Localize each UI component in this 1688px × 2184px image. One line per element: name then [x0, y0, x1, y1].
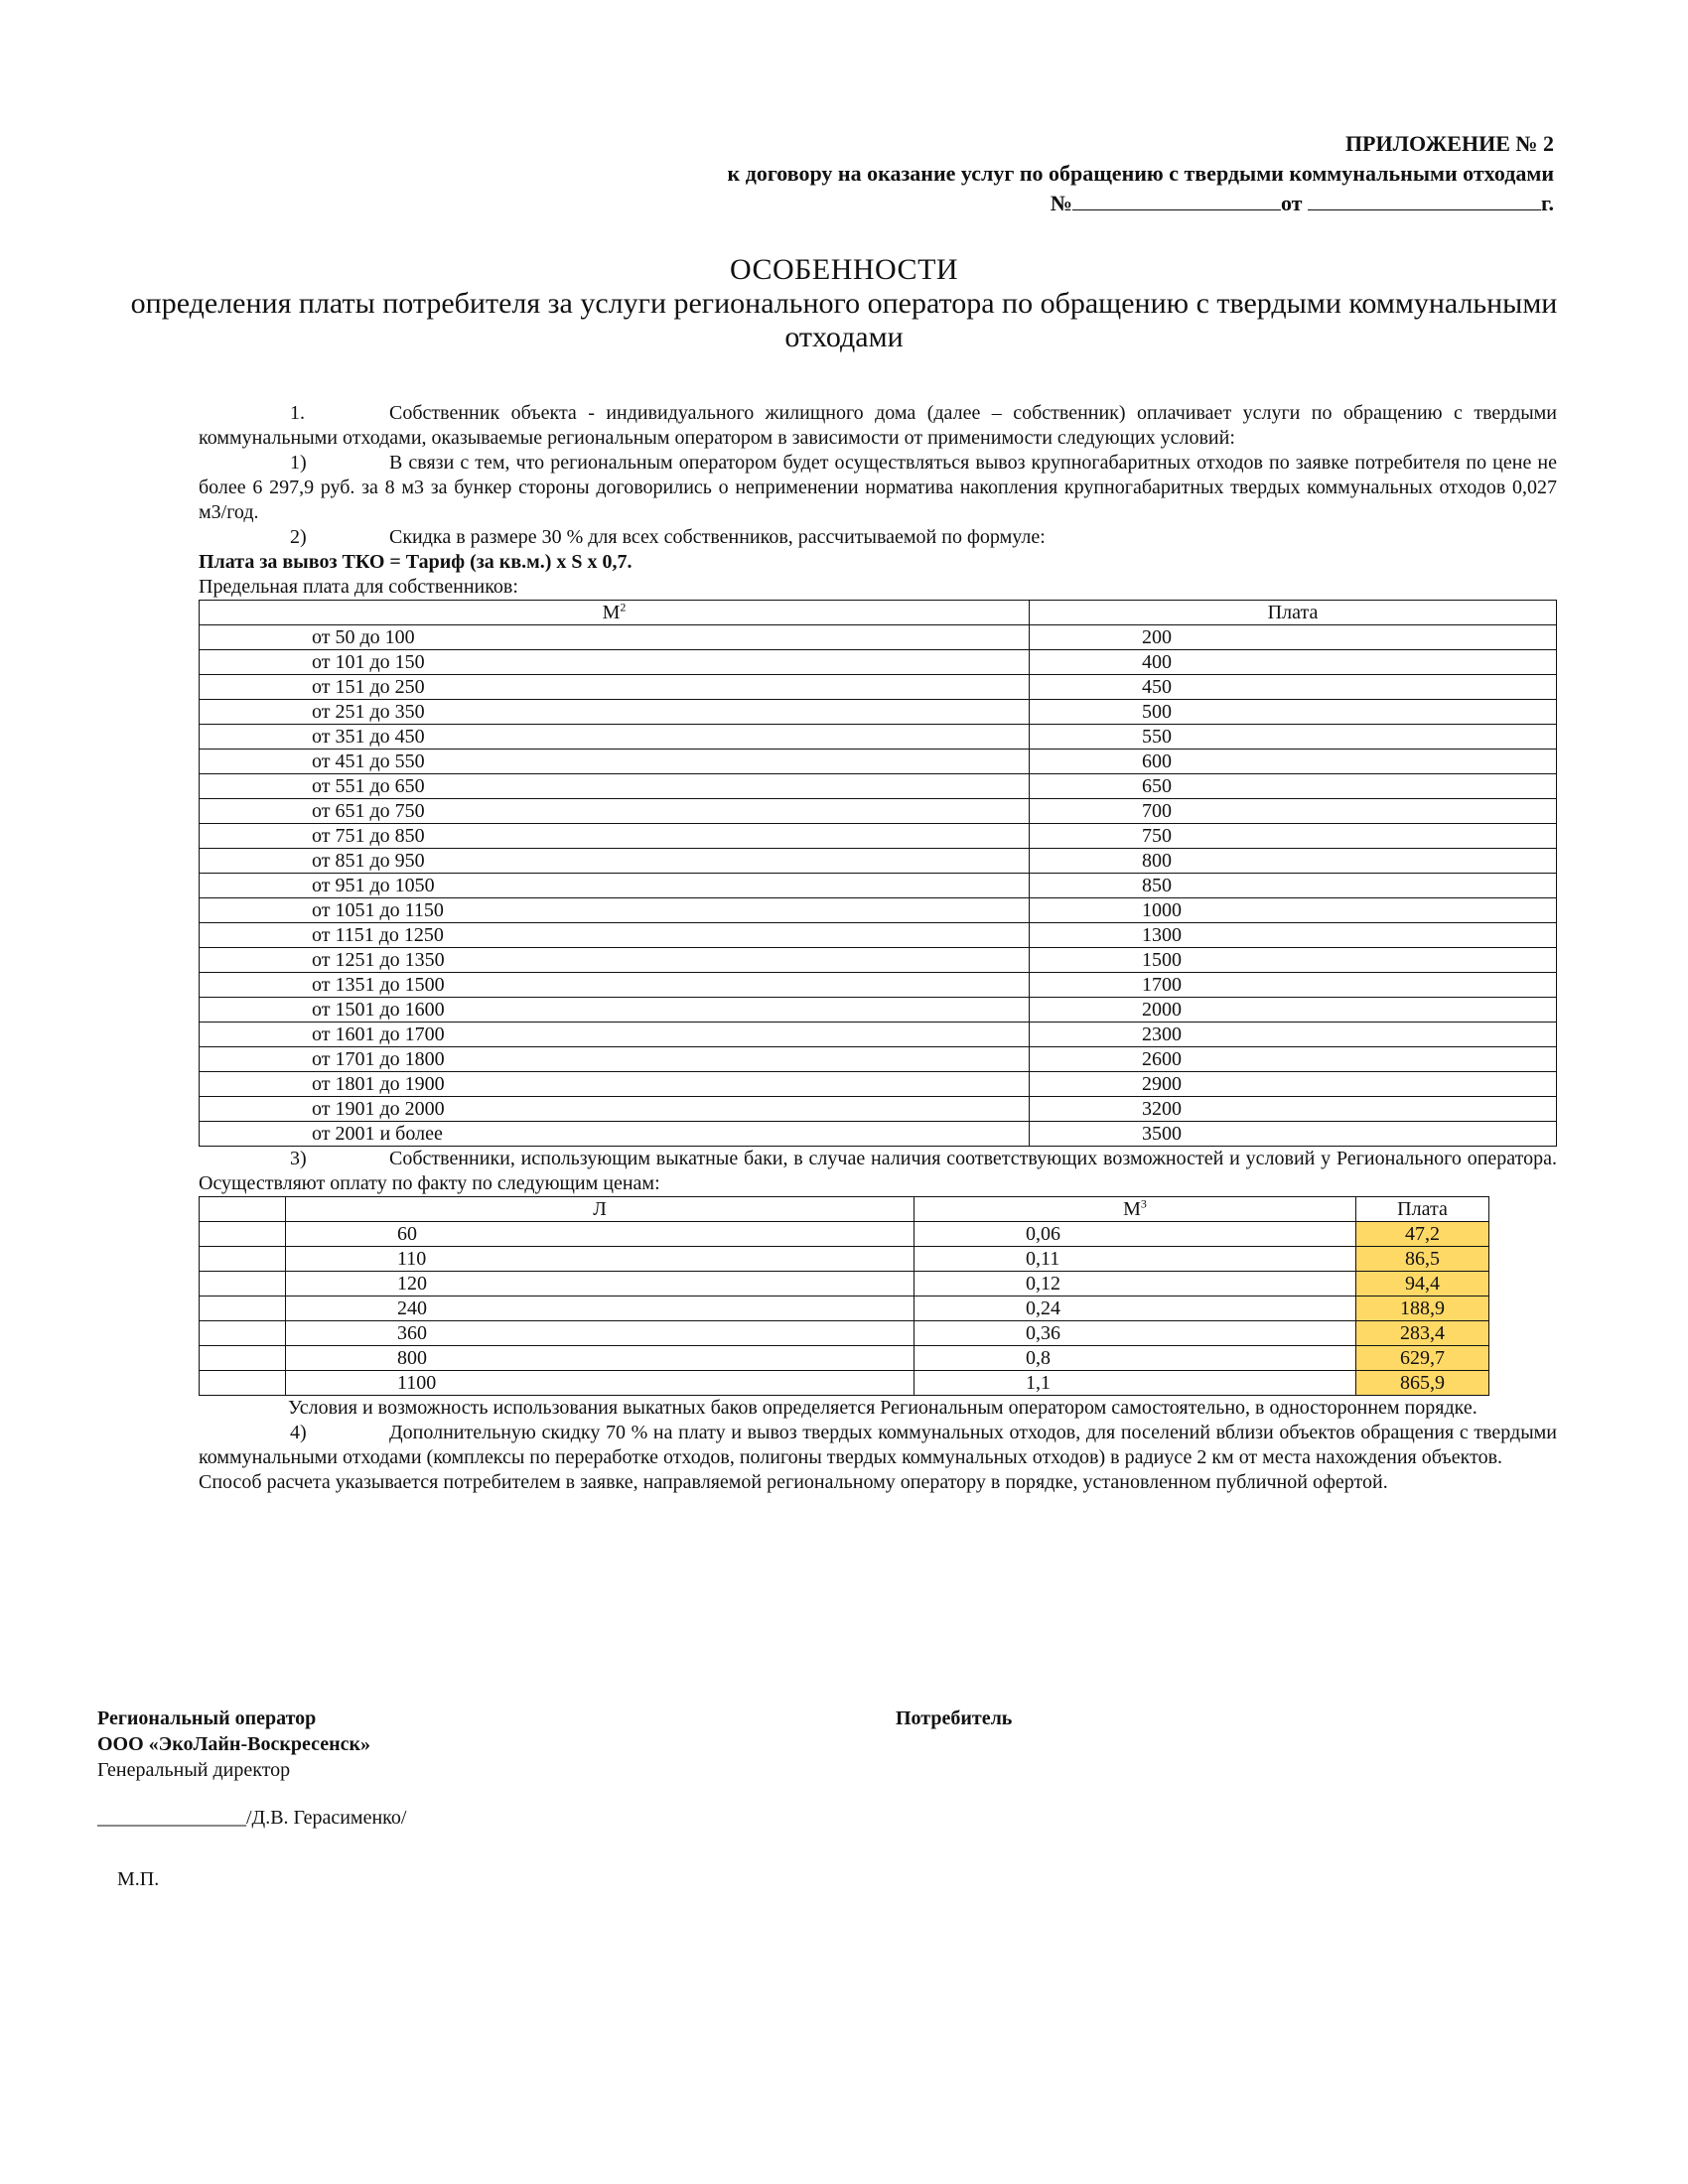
table-row: [200, 1321, 1489, 1346]
table-row: [200, 1072, 1557, 1097]
paragraph-1-text: Собственник объекта - индивидуального жилищного дома (далее – собственник) оплачивает услуги по обращению с твердыми коммунальными отходами, оказываемые региональным оператором в зависимости от применимости следующих условий:: [199, 402, 1557, 449]
area-range-cell: от 651 до 750: [200, 799, 1030, 824]
blank-cell: [200, 1321, 286, 1346]
operator-organization: ООО «ЭкоЛайн-Воскресенск»: [97, 1733, 371, 1755]
table-row: [200, 700, 1557, 725]
operator-position: Генеральный директор: [97, 1759, 291, 1781]
volume-cell: 1,1: [914, 1371, 1356, 1396]
paragraph-6-text: Дополнительную скидку 70 % на плату и вывоз твердых коммунальных отходов, для поселений вблизи объектов обращения с твердыми коммунальными отходами (комплексы по переработке отходов, полигоны твердых коммунальных отходов) в радиусе 2 км от места нахождения объектов.: [199, 1422, 1557, 1468]
payment-cell: 600: [1030, 750, 1557, 774]
area-range-cell: от 551 до 650: [200, 774, 1030, 799]
appendix-header: [728, 129, 1554, 218]
paragraph-4-text: Собственники, использующим выкатные баки, в случае наличия соответствующих возможностей и условий у Регионального оператора. Осуществляют оплату по факту по следующим ценам:: [199, 1148, 1557, 1194]
paragraph-4: [199, 1147, 1557, 1196]
area-range-cell: от 1251 до 1350: [200, 948, 1030, 973]
area-range-cell: от 951 до 1050: [200, 874, 1030, 898]
volume-column-header: $М^3$: [914, 1197, 1356, 1222]
table-row: [200, 1047, 1557, 1072]
blank-cell: [200, 1297, 286, 1321]
from-label: от: [1280, 191, 1303, 215]
table-header-row: [200, 601, 1557, 625]
year-suffix: г.: [1540, 191, 1554, 215]
bin-payment-table: [199, 1196, 1489, 1396]
table-row: [200, 1371, 1489, 1396]
blank-cell: [200, 1222, 286, 1247]
paragraph-3-number: 2): [290, 526, 307, 548]
paragraph-2: [199, 451, 1557, 525]
payment-cell: 450: [1030, 675, 1557, 700]
paragraph-1: [199, 401, 1557, 451]
consumer-signature-block: [896, 1706, 1012, 1731]
area-payment-table: [199, 600, 1557, 1147]
table-row: [200, 1097, 1557, 1122]
number-blank: [1072, 190, 1281, 210]
paragraph-5-text: Условия и возможность использования выкатных баков определяется Региональным оператором самостоятельно, в одностороннем порядке.: [288, 1397, 1477, 1419]
liters-cell: 60: [286, 1222, 914, 1247]
volume-cell: 0,8: [914, 1346, 1356, 1371]
blank-cell: [200, 1272, 286, 1297]
area-column-header: $М^2$: [200, 601, 1030, 625]
payment-cell: 550: [1030, 725, 1557, 750]
area-range-cell: от 851 до 950: [200, 849, 1030, 874]
blank-cell: [200, 1371, 286, 1396]
bin-payment-cell: 283,4: [1356, 1321, 1489, 1346]
area-range-cell: от 751 до 850: [200, 824, 1030, 849]
table-row: [200, 650, 1557, 675]
area-range-cell: от 1501 до 1600: [200, 998, 1030, 1023]
area-range-cell: от 151 до 250: [200, 675, 1030, 700]
payment-cell: 400: [1030, 650, 1557, 675]
table-row: [200, 799, 1557, 824]
area-range-cell: от 1901 до 2000: [200, 1097, 1030, 1122]
formula: Плата за вывоз ТКО = Тариф (за кв.м.) х S х 0,7.: [199, 551, 633, 573]
payment-cell: 2900: [1030, 1072, 1557, 1097]
table-row: [200, 998, 1557, 1023]
area-range-cell: от 50 до 100: [200, 625, 1030, 650]
bin-payment-cell: 629,7: [1356, 1346, 1489, 1371]
operator-signature-block: [97, 1706, 406, 1892]
volume-cell: 0,12: [914, 1272, 1356, 1297]
payment-column-header: Плата: [1030, 601, 1557, 625]
table-row: [200, 898, 1557, 923]
area-range-cell: от 101 до 150: [200, 650, 1030, 675]
payment-cell: 650: [1030, 774, 1557, 799]
liters-cell: 120: [286, 1272, 914, 1297]
area-range-cell: от 1151 до 1250: [200, 923, 1030, 948]
paragraph-6: [199, 1421, 1557, 1470]
payment-cell: 1300: [1030, 923, 1557, 948]
payment-cell: 3200: [1030, 1097, 1557, 1122]
table-row: [200, 625, 1557, 650]
table-row: [200, 824, 1557, 849]
paragraph-7: Способ расчета указывается потребителем в заявке, направляемой региональному оператору в порядке, установленном публичной офертой.: [199, 1471, 1388, 1493]
table-row: [200, 1247, 1489, 1272]
paragraph-1-number: 1.: [290, 402, 305, 424]
paragraph-3-text: Скидка в размере 30 % для всех собственников, рассчитываемой по формуле:: [389, 526, 1046, 548]
blank-cell: [200, 1346, 286, 1371]
bin-payment-cell: 47,2: [1356, 1222, 1489, 1247]
operator-signature-line: _______________/Д.В. Герасименко/: [97, 1807, 407, 1829]
document-title: [79, 253, 1609, 354]
payment-cell: 850: [1030, 874, 1557, 898]
liters-column-header: Л: [286, 1197, 914, 1222]
paragraph-2-text: В связи с тем, что региональным оператором будет осуществляться вывоз крупногабаритных отходов по заявке потребителя по цене не более 6 297,9 руб. за 8 м3 за бункер стороны договорились о неприменении норматива накопления крупногабаритных твердых коммунальных отходов 0,027 м3/год.: [199, 452, 1557, 523]
table-row: [200, 1222, 1489, 1247]
table-row: [200, 1023, 1557, 1047]
paragraph-4-number: 3): [290, 1148, 307, 1169]
blank-cell: [200, 1247, 286, 1272]
area-range-cell: от 1601 до 1700: [200, 1023, 1030, 1047]
area-range-cell: от 1351 до 1500: [200, 973, 1030, 998]
payment-cell: 200: [1030, 625, 1557, 650]
liters-cell: 110: [286, 1247, 914, 1272]
volume-cell: 0,06: [914, 1222, 1356, 1247]
liters-cell: 240: [286, 1297, 914, 1321]
table-row: [200, 750, 1557, 774]
liters-cell: 800: [286, 1346, 914, 1371]
volume-cell: 0,24: [914, 1297, 1356, 1321]
volume-cell: 0,11: [914, 1247, 1356, 1272]
number-label: №: [1050, 191, 1072, 215]
paragraph-2-number: 1): [290, 452, 307, 474]
bin-payment-cell: 188,9: [1356, 1297, 1489, 1321]
date-blank: [1308, 190, 1541, 210]
bin-payment-cell: 865,9: [1356, 1371, 1489, 1396]
payment-cell: 1000: [1030, 898, 1557, 923]
appendix-number: ПРИЛОЖЕНИЕ № 2: [1344, 131, 1554, 156]
area-range-cell: от 1801 до 1900: [200, 1072, 1030, 1097]
payment-cell: 2000: [1030, 998, 1557, 1023]
table-row: [200, 1122, 1557, 1147]
payment-cell: 500: [1030, 700, 1557, 725]
payment-cell: 1500: [1030, 948, 1557, 973]
limit-label: Предельная плата для собственников:: [199, 576, 518, 598]
table-row: [200, 849, 1557, 874]
payment-cell: 3500: [1030, 1122, 1557, 1147]
title-main: ОСОБЕННОСТИ: [729, 253, 959, 286]
operator-role: Региональный оператор: [97, 1707, 317, 1729]
paragraph-5: [199, 1396, 1557, 1421]
table-row: [200, 1297, 1489, 1321]
liters-cell: 360: [286, 1321, 914, 1346]
table-row: [200, 874, 1557, 898]
payment-cell: 2600: [1030, 1047, 1557, 1072]
title-subtitle: определения платы потребителя за услуги регионального оператора по обращению с твердыми коммунальными отходами: [130, 287, 1558, 353]
contract-number-line: [728, 189, 1554, 218]
payment-cell: 750: [1030, 824, 1557, 849]
table-header-row: [200, 1197, 1489, 1222]
area-range-cell: от 1701 до 1800: [200, 1047, 1030, 1072]
area-range-cell: от 451 до 550: [200, 750, 1030, 774]
table-row: [200, 948, 1557, 973]
document-body: [199, 401, 1557, 1495]
table-row: [200, 1272, 1489, 1297]
payment-cell: 2300: [1030, 1023, 1557, 1047]
table-row: [200, 1346, 1489, 1371]
table-row: [200, 973, 1557, 998]
volume-cell: 0,36: [914, 1321, 1356, 1346]
table-row: [200, 774, 1557, 799]
consumer-role: Потребитель: [896, 1707, 1013, 1729]
area-range-cell: от 1051 до 1150: [200, 898, 1030, 923]
area-range-cell: от 2001 и более: [200, 1122, 1030, 1147]
bin-payment-cell: 86,5: [1356, 1247, 1489, 1272]
payment-cell: 800: [1030, 849, 1557, 874]
bin-payment-column-header: Плата: [1356, 1197, 1489, 1222]
payment-cell: 700: [1030, 799, 1557, 824]
paragraph-6-number: 4): [290, 1422, 307, 1443]
paragraph-3: [199, 525, 1557, 550]
payment-cell: 1700: [1030, 973, 1557, 998]
liters-cell: 1100: [286, 1371, 914, 1396]
contract-reference: к договору на оказание услуг по обращению с твердыми коммунальными отходами: [727, 161, 1554, 186]
stamp-place: М.П.: [117, 1868, 160, 1890]
blank-column-header: [200, 1197, 286, 1222]
bin-payment-cell: 94,4: [1356, 1272, 1489, 1297]
table-row: [200, 725, 1557, 750]
table-row: [200, 923, 1557, 948]
area-range-cell: от 251 до 350: [200, 700, 1030, 725]
area-range-cell: от 351 до 450: [200, 725, 1030, 750]
table-row: [200, 675, 1557, 700]
